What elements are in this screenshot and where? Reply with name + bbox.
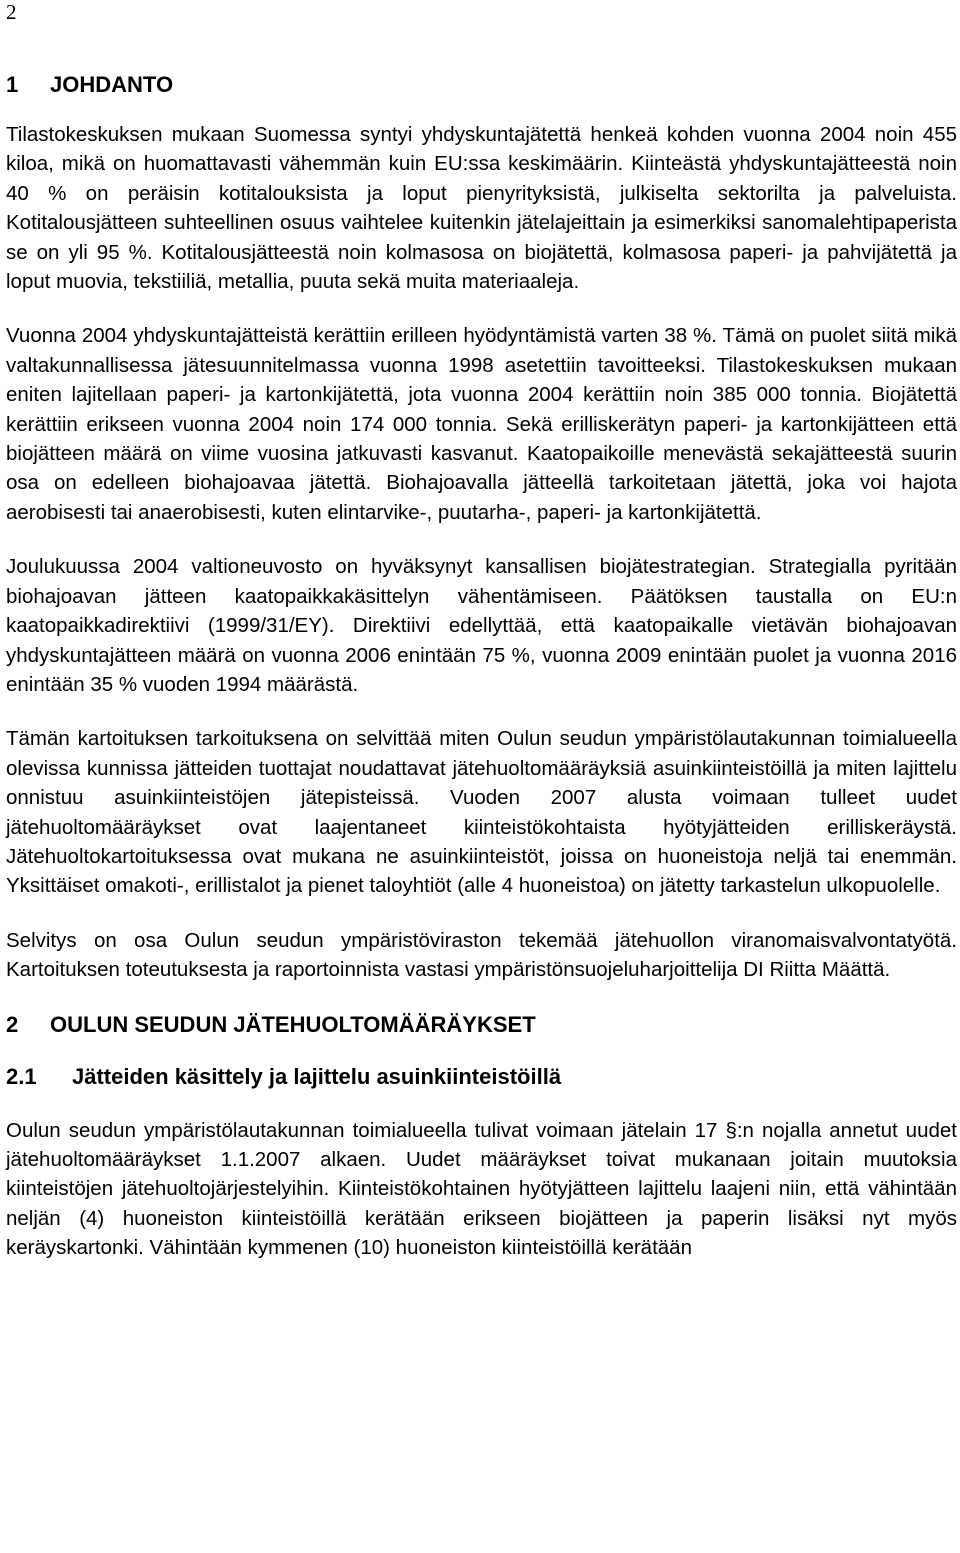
section-number: 1	[6, 72, 19, 97]
paragraph: Joulukuussa 2004 valtioneuvosto on hyväksynyt kansallisen biojätestrategian. Strategialla pyritään biohajoavan jätteen kaatopaikkakäsittelyn vähentämiseen. Päätöksen taustalla on EU:n kaatopaikkadirektiivi (1999/31/EY). Direktiivi edellyttää, että kaatopaikalle vietävän biohajoavan yhdyskuntajätteen määrä on vuonna 2006 enintään 75 %, vuonna 2009 enintään puolet ja vuonna 2016 enintään 35 % vuoden 1994 määrästä.	[6, 555, 957, 696]
section-heading-intro	[6, 70, 957, 100]
paragraph: Selvitys on osa Oulun seudun ympäristöviraston tekemää jätehuollon viranomaisvalvontatyötä. Kartoituksen toteutuksesta ja raportoinnista vastasi ympäristönsuojeluharjoittelija DI Riitta Määttä.	[6, 928, 957, 982]
subsection-title: Jätteiden käsittely ja lajittelu asuinkiinteistöillä	[72, 1063, 562, 1089]
paragraph: Tilastokeskuksen mukaan Suomessa syntyi yhdyskuntajätettä henkeä kohden vuonna 2004 noin 455 kiloa, mikä on huomattavasti vähemmän kuin EU:ssa keskimäärin. Kiinteästä yhdyskuntajätteestä noin 40 % on peräisin kotitalouksista ja loput pienyrityksistä, julkiselta sektorilta ja palveluista. Kotitalousjätteen suhteellinen osuus vaihtelee kuitenkin jätelajeittain ja esimerkiksi sanomalehtipaperista se on yli 95 %. Kotitalousjätteestä noin kolmasosa on biojätettä, kolmasosa paperi- ja pahvijätettä ja loput muovia, tekstiiliä, metallia, puuta sekä muita materiaaleja.	[6, 123, 957, 294]
section-title: OULUN SEUDUN JÄTEHUOLTOMÄÄRÄYKSET	[50, 1011, 536, 1037]
section-number: 2	[6, 1011, 19, 1037]
paragraph: Tämän kartoituksen tarkoituksena on selvittää miten Oulun seudun ympäristölautakunnan toimialueella olevissa kunnissa jätteiden tuottajat noudattavat jätehuoltomääräyksiä asuinkiinteistöillä ja miten lajittelu onnistuu asuinkiinteistöjen jätepisteissä. Vuoden 2007 alusta voimaan tulleet uudet jätehuoltomääräykset ovat laajentaneet kiinteistökohtaista hyötyjätteiden erilliskeräystä. Jätehuoltokartoituksessa ovat mukana ne asuinkiinteistöt, joissa on huoneistoja neljä tai enemmän. Yksittäiset omakoti-, erillistalot ja pienet taloyhtiöt (alle 4 huoneistoa) on jätetty tarkastelun ulkopuolelle.	[6, 727, 957, 898]
page-number: 2	[6, 0, 17, 24]
paragraph: Vuonna 2004 yhdyskuntajätteistä kerättiin erilleen hyödyntämistä varten 38 %. Tämä on puolet siitä mikä valtakunnallisessa jätesuunnitelmassa vuonna 1998 asetettiin tavoitteeksi. Tilastokeskuksen mukaan eniten lajitellaan paperi- ja kartonkijätettä, jota vuonna 2004 kerättiin noin 385 000 tonnia. Biojätettä kerättiin erikseen vuonna 2004 noin 174 000 tonnia. Sekä erilliskerätyn paperi- ja kartonkijätteen että biojätteen määrä on viime vuosina jatkuvasti kasvanut. Kaatopaikoille menevästä sekajätteestä suurin osa on edelleen biohajoavaa jätettä. Biohajoavalla jätteellä tarkoitetaan jätettä, joka voi hajota aerobisesti tai anaerobisesti, kuten elintarvike-, puutarha-, paperi- ja kartonkijätettä.	[6, 324, 957, 524]
paragraph: Oulun seudun ympäristölautakunnan toimialueella tulivat voimaan jätelain 17 §:n nojalla annetut uudet jätehuoltomääräykset 1.1.2007 alkaen. Uudet määräykset toivat mukanaan joitain muutoksia kiinteistöjen jätehuoltojärjestelyihin. Kiinteistökohtainen hyötyjätteen lajittelu laajeni niin, että vähintään neljän (4) huoneiston kiinteistöillä kerätään erikseen biojätteen ja paperin lisäksi nyt myös keräyskartonki. Vähintään kymmenen (10) huoneiston kiinteistöillä kerätään	[6, 1118, 957, 1260]
subsection-number: 2.1	[6, 1063, 37, 1089]
subsection-heading-handling	[6, 1062, 957, 1092]
document-body	[6, 70, 957, 1288]
section-heading-regulations	[6, 1010, 957, 1040]
section-title: JOHDANTO	[50, 72, 174, 97]
